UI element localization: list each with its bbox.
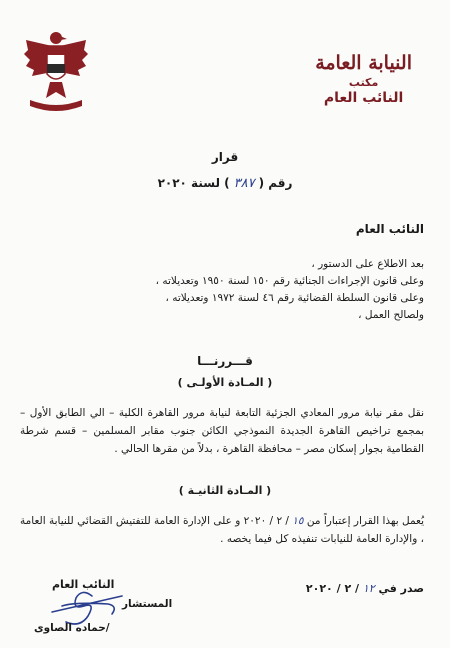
preamble-line: وعلى قانون السلطة القضائية رقم ٤٦ لسنة ١٩٧٢ وتعديلاته ، bbox=[165, 292, 424, 304]
preamble-line: ولصالح العمل ، bbox=[358, 309, 424, 321]
issued-date bbox=[306, 582, 424, 595]
article-two-body bbox=[20, 512, 424, 548]
decision-number-line bbox=[0, 176, 450, 191]
decision-number-handwritten: ٣٨٧ bbox=[233, 176, 255, 191]
issuer-heading: النائب العام bbox=[355, 222, 424, 236]
decided-heading: قـــررنـــا bbox=[197, 354, 253, 368]
signature-title: النائب العام bbox=[52, 578, 115, 591]
eagle-emblem-icon bbox=[22, 28, 90, 114]
article-one-text: نقل مقر نيابة مرور المعادي الجزئية التابعة لنيابة مرور القاهرة الكلية – الي الطابق الأول – بمجمع تراخيص القاهرة الجديدة النموذجي الكائن جنوب مقابر المسلمين – قسم شرطة القطامية بجوار إسكان مصر – محافظة القاهرة ، بدلاً من مقرها الحالي . bbox=[20, 407, 424, 455]
office-title: النائب العام bbox=[323, 90, 404, 106]
issued-date-rest: / ٢ / ٢٠٢٠ bbox=[305, 582, 363, 595]
article-two-text-rest: / ٢ / ٢٠٢٠ و على الإدارة العامة للتفتيش القضائي للنيابة العامة ، والإدارة العامة للنيابات تنفيذه كل فيما يخصه . bbox=[20, 515, 424, 545]
decision-title: قرار bbox=[211, 150, 239, 164]
preamble-line: بعد الاطلاع على الدستور ، bbox=[311, 258, 424, 270]
decision-number-suffix: ) لسنة ٢٠٢٠ bbox=[157, 176, 230, 190]
letterhead bbox=[315, 52, 412, 106]
signature-block bbox=[22, 572, 212, 642]
issued-day-handwritten: ١٢ bbox=[362, 582, 375, 595]
signature-rank: المستشار bbox=[122, 598, 173, 610]
signature-name: /حماده الصاوى bbox=[34, 622, 110, 634]
issued-label: صدر في bbox=[374, 582, 424, 595]
article-one-body bbox=[20, 404, 424, 458]
preamble bbox=[34, 256, 424, 324]
article-two-text bbox=[20, 512, 424, 548]
org-name: النيابة العامة bbox=[315, 52, 412, 74]
article-two-heading: ( المـادة الثانيـة ) bbox=[178, 484, 272, 497]
preamble-line: وعلى قانون الإجراءات الجنائية رقم ١٥٠ لسنة ١٩٥٠ وتعديلاته ، bbox=[155, 275, 424, 287]
decision-number-prefix: رقم ( bbox=[258, 176, 293, 190]
article-one-heading: ( المـادة الأولـى ) bbox=[177, 376, 273, 389]
article-two-date-handwritten: ١٥ bbox=[292, 515, 304, 527]
article-two-text-start: يُعمل بهذا القرار إعتباراً من bbox=[303, 515, 424, 527]
office-label: مكتب bbox=[348, 76, 379, 89]
